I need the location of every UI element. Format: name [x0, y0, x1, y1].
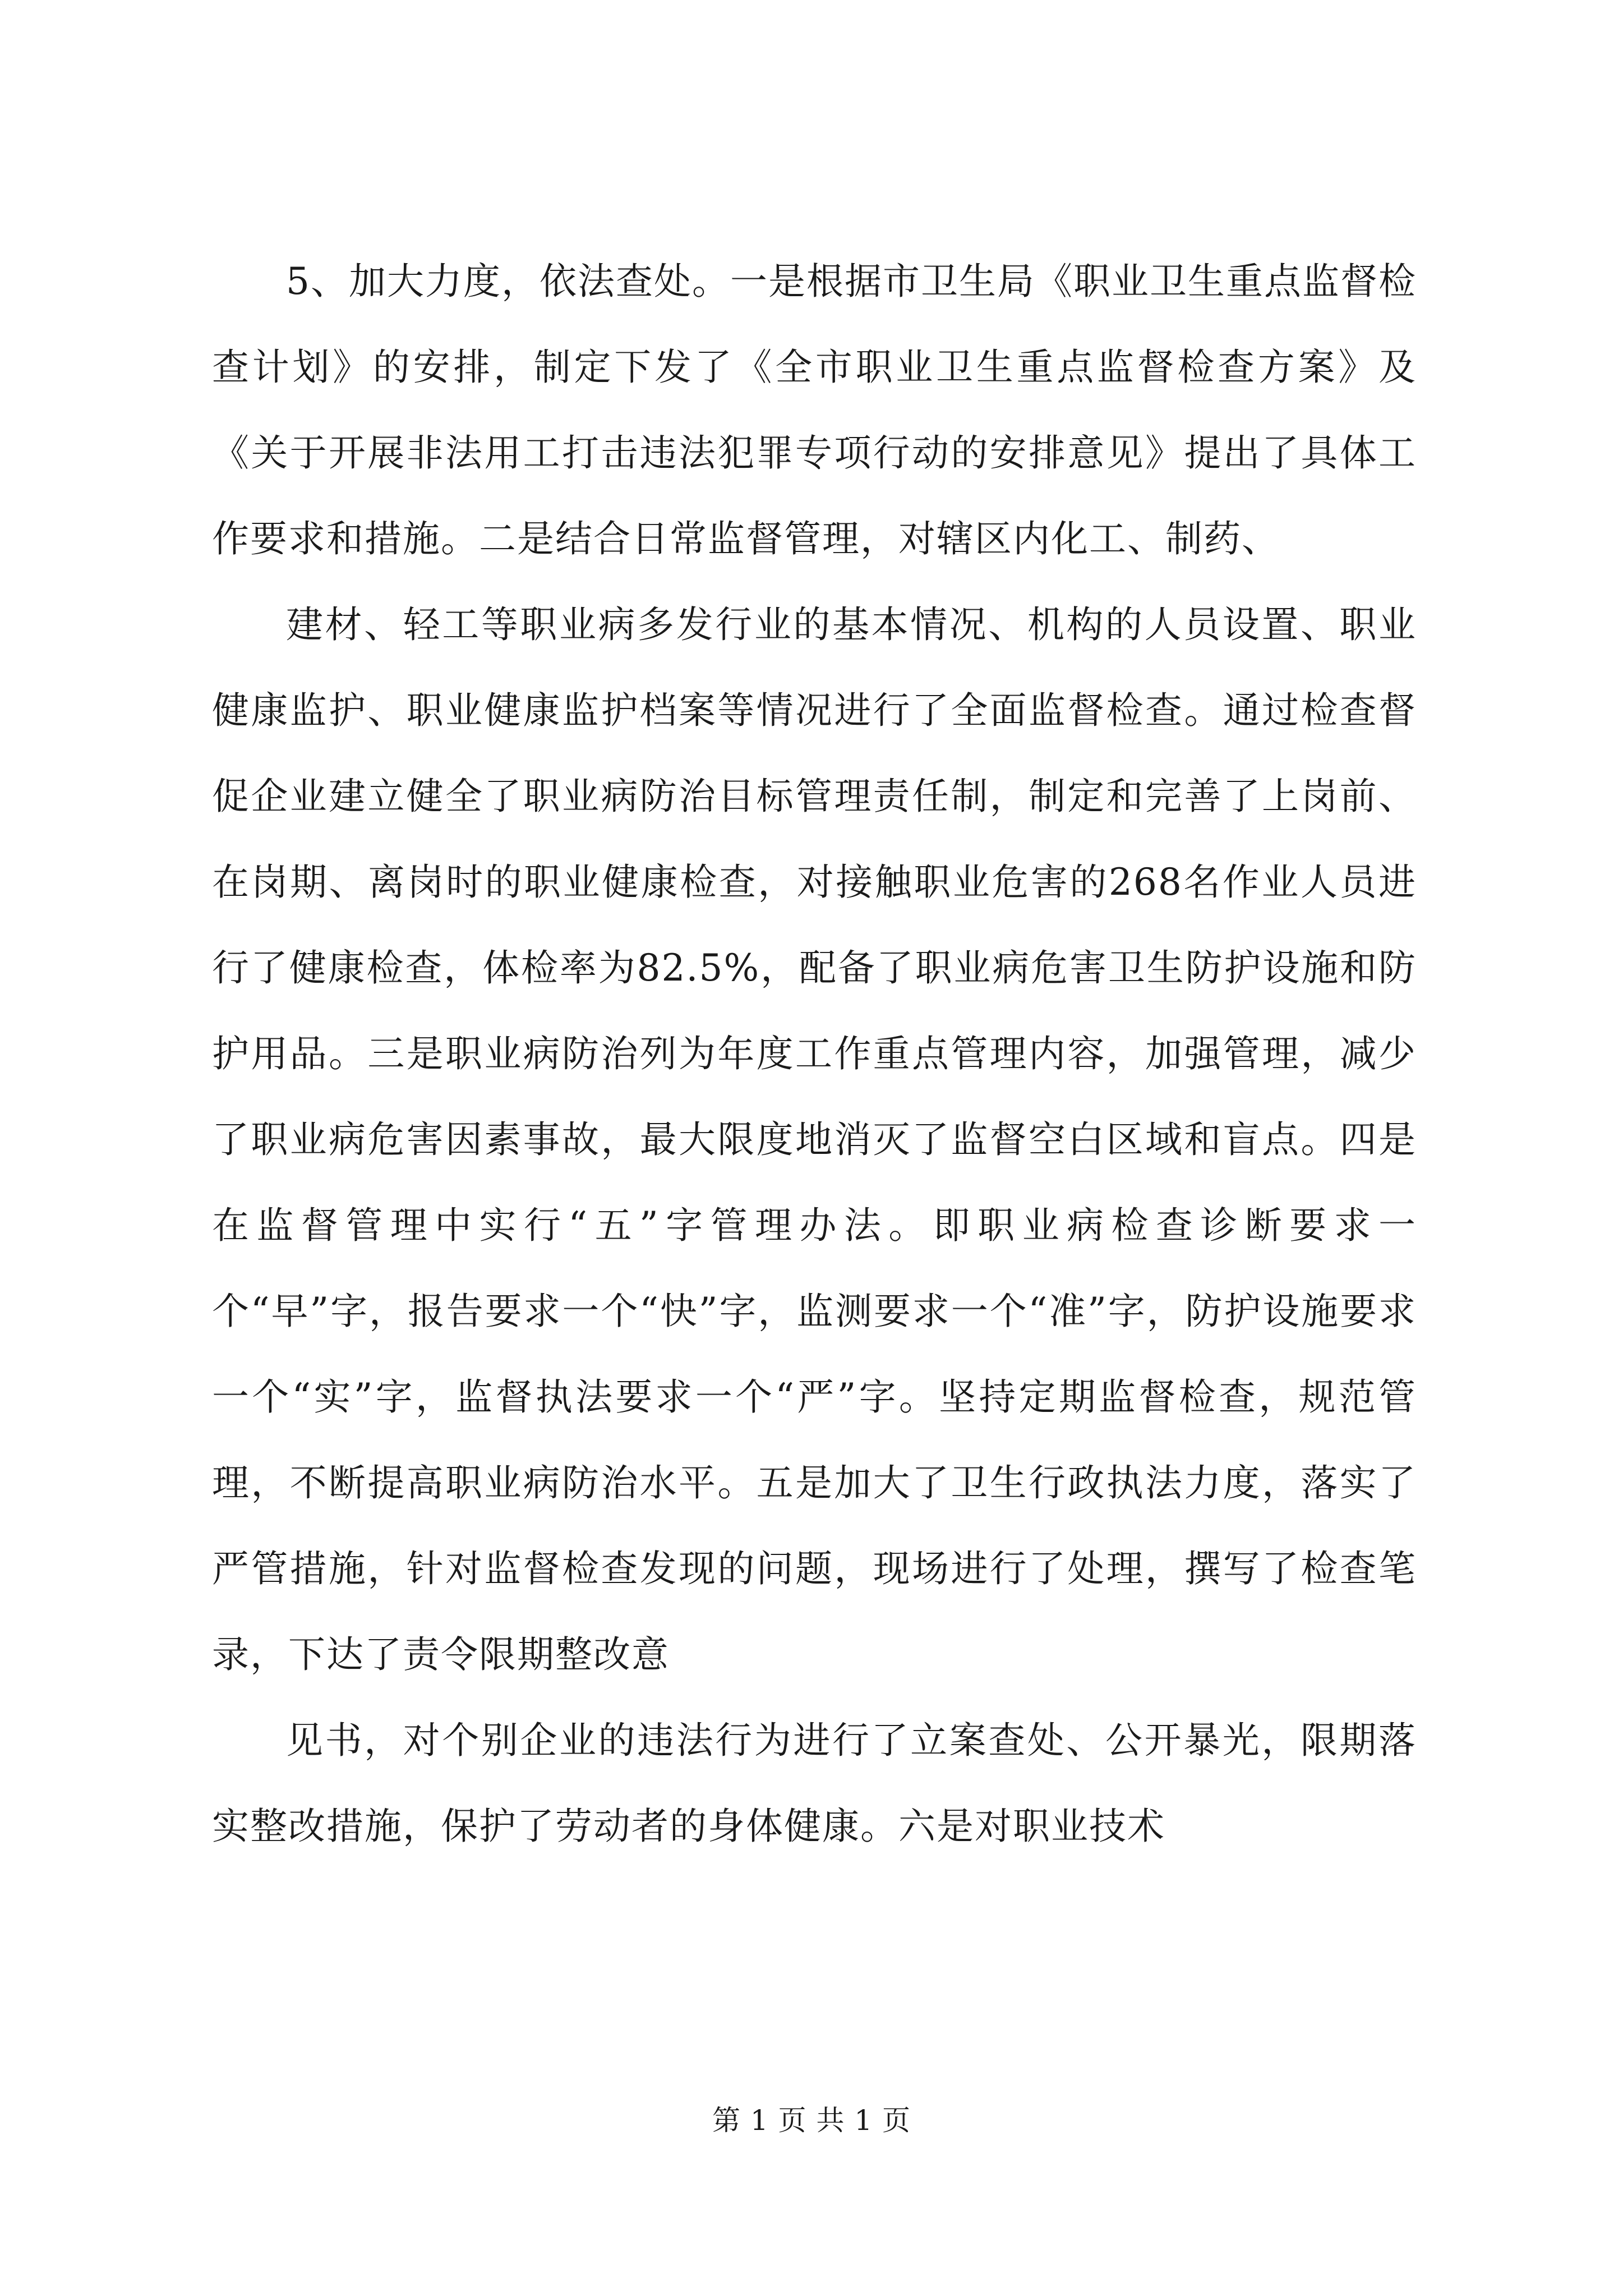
- paragraph-2: 建材、轻工等职业病多发行业的基本情况、机构的人员设置、职业健康监护、职业健康监护档案等情况进行了全面监督检查。通过检查督促企业建立健全了职业病防治目标管理责任制，制定和完善了上岗前、在岗期、离岗时的职业健康检查，对接触职业危害的268名作业人员进行了健康检查，体检率为82.5%，配备了职业病危害卫生防护设施和防护用品。三是职业病防治列为年度工作重点管理内容，加强管理，减少了职业病危害因素事故，最大限度地消灭了监督空白区域和盲点。四是在监督管理中实行“五”字管理办法。即职业病检查诊断要求一个“早”字，报告要求一个“快”字，监测要求一个“准”字，防护设施要求一个“实”字，监督执法要求一个“严”字。坚持定期监督检查，规范管理，不断提高职业病防治水平。五是加大了卫生行政执法力度，落实了严管措施，针对监督检查发现的问题，现场进行了处理，撰写了检查笔录，下达了责令限期整改意: [212, 603, 1417, 1676]
- paragraph-1: 5、加大力度，依法查处。一是根据市卫生局《职业卫生重点监督检查计划》的安排，制定下发了《全市职业卫生重点监督检查方案》及《关于开展非法用工打击违法犯罪专项行动的安排意见》提出了具体工作要求和措施。二是结合日常监督管理，对辖区内化工、制药、: [212, 260, 1417, 560]
- document-body: [212, 238, 1417, 1869]
- paragraph-3: 见书，对个别企业的违法行为进行了立案查处、公开暴光，限期落实整改措施，保护了劳动者的身体健康。六是对职业技术: [212, 1719, 1417, 1848]
- page-footer: 第 1 页 共 1 页: [712, 2104, 911, 2137]
